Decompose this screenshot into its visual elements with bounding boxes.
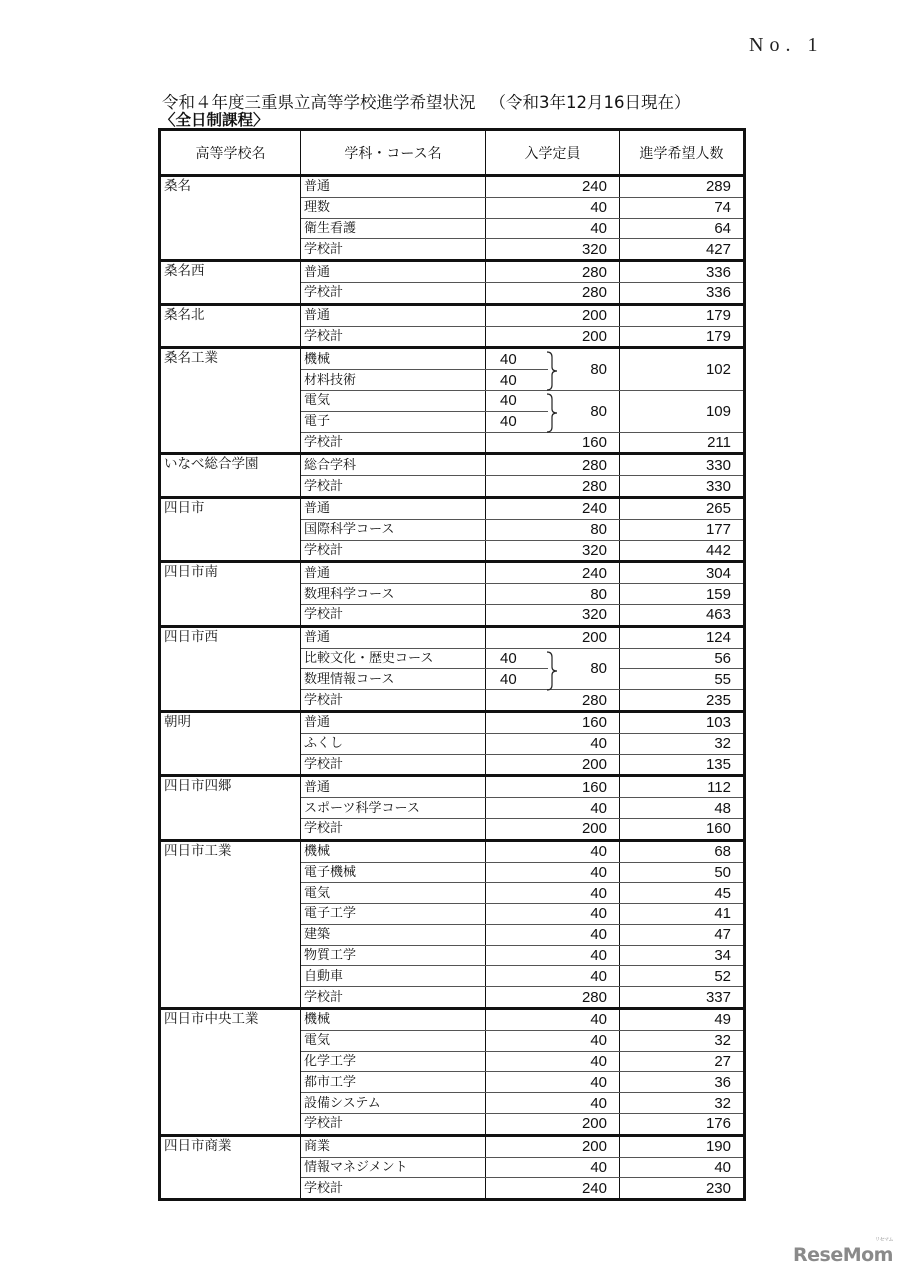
sub-capacity: 40 [486,669,548,690]
course-name: 学校計 [301,239,486,261]
course-name: 比較文化・歴史コース [301,648,486,669]
course-name: 普通 [301,562,486,584]
school-name: 四日市四郷 [160,776,301,840]
capacity: 40 [486,218,620,239]
course-name: 学校計 [301,326,486,348]
course-name: 機械 [301,348,486,370]
course-name: 国際科学コース [301,519,486,540]
applicants: 40 [620,1157,745,1178]
applicants: 64 [620,218,745,239]
applicants: 27 [620,1051,745,1072]
course-name: 電子機械 [301,862,486,883]
applicants: 45 [620,883,745,904]
applicants: 109 [620,390,745,432]
applicants: 135 [620,754,745,776]
applicants: 32 [620,1030,745,1051]
table-row [160,776,745,798]
capacity: 280 [486,987,620,1009]
applicants: 159 [620,584,745,605]
course-name: 衛生看護 [301,218,486,239]
course-name: 普通 [301,497,486,519]
course-name: 学校計 [301,818,486,840]
capacity: 280 [486,476,620,498]
group-capacity [548,648,620,690]
applicants: 68 [620,840,745,862]
capacity: 40 [486,966,620,987]
title-text: 令和４年度三重県立高等学校進学希望状況 [162,93,476,112]
school-name: 桑名北 [160,304,301,348]
capacity: 280 [486,282,620,304]
course-name: 都市工学 [301,1072,486,1093]
course-name: 学校計 [301,690,486,712]
capacity: 160 [486,432,620,454]
applicants: 124 [620,626,745,648]
applicants: 235 [620,690,745,712]
course-name: 学校計 [301,282,486,304]
table-row [160,176,745,198]
table-row [160,348,745,370]
capacity: 40 [486,862,620,883]
capacity: 40 [486,1030,620,1051]
applicants: 112 [620,776,745,798]
course-name: 商業 [301,1135,486,1157]
school-name: 桑名西 [160,261,301,305]
sub-capacity: 40 [486,370,548,391]
table-row [160,304,745,326]
capacity: 40 [486,1009,620,1031]
course-name: 情報マネジメント [301,1157,486,1178]
school-name: 四日市南 [160,562,301,626]
school-name: 桑名工業 [160,348,301,454]
course-name: 学校計 [301,1114,486,1136]
capacity: 280 [486,261,620,283]
applicants: 32 [620,733,745,754]
applicants: 330 [620,476,745,498]
capacity: 40 [486,904,620,925]
sub-capacity: 40 [486,411,548,432]
capacity: 280 [486,690,620,712]
sub-capacity: 40 [486,390,548,411]
capacity: 40 [486,1093,620,1114]
applicants: 190 [620,1135,745,1157]
capacity: 160 [486,711,620,733]
table-row [160,626,745,648]
capacity: 40 [486,733,620,754]
applicants: 102 [620,348,745,391]
applicants: 304 [620,562,745,584]
applicants: 41 [620,904,745,925]
logo-text: ReseMom [793,1244,893,1266]
applicants: 179 [620,326,745,348]
course-name: 数理科学コース [301,584,486,605]
capacity: 280 [486,454,620,476]
group-capacity [548,390,620,432]
admissions-table [158,128,746,1201]
school-name: いなべ総合学園 [160,454,301,498]
course-name: 電気 [301,883,486,904]
applicants: 47 [620,924,745,945]
capacity: 200 [486,626,620,648]
course-name: 自動車 [301,966,486,987]
course-name: 学校計 [301,1178,486,1200]
capacity: 240 [486,1178,620,1200]
applicants: 336 [620,282,745,304]
page-number: No. 1 [749,34,824,56]
school-name: 四日市商業 [160,1135,301,1199]
applicants: 336 [620,261,745,283]
applicants: 50 [620,862,745,883]
table-row [160,1009,745,1031]
course-name: 学校計 [301,754,486,776]
school-name: 四日市中央工業 [160,1009,301,1136]
applicants: 463 [620,604,745,626]
course-name: 物質工学 [301,945,486,966]
header-row [160,130,745,176]
applicants: 176 [620,1114,745,1136]
capacity: 240 [486,497,620,519]
header-school: 高等学校名 [160,130,301,176]
table-row [160,454,745,476]
applicants: 56 [620,648,745,669]
school-name: 桑名 [160,176,301,261]
course-name: 普通 [301,711,486,733]
course-name: 電子工学 [301,904,486,925]
capacity: 200 [486,1135,620,1157]
applicants: 337 [620,987,745,1009]
applicants: 179 [620,304,745,326]
applicants: 265 [620,497,745,519]
applicants: 49 [620,1009,745,1031]
capacity: 40 [486,840,620,862]
capacity: 40 [486,945,620,966]
applicants: 74 [620,197,745,218]
sub-capacity: 40 [486,348,548,370]
applicants: 55 [620,669,745,690]
school-name: 四日市工業 [160,840,301,1008]
capacity: 40 [486,1157,620,1178]
course-name: 電子 [301,411,486,432]
course-name: 化学工学 [301,1051,486,1072]
capacity: 160 [486,776,620,798]
table-body [160,176,745,1200]
capacity: 80 [486,519,620,540]
course-name: 電気 [301,390,486,411]
course-name: 学校計 [301,476,486,498]
course-type-subtitle: 〈全日制課程〉 [160,111,269,129]
course-name: 普通 [301,626,486,648]
course-name: 設備システム [301,1093,486,1114]
capacity: 40 [486,1072,620,1093]
header-applicants: 進学希望人数 [620,130,745,176]
course-name: 数理情報コース [301,669,486,690]
capacity: 240 [486,176,620,198]
school-name: 四日市 [160,497,301,561]
group-capacity-value: 80 [590,660,607,678]
applicants: 52 [620,966,745,987]
applicants: 34 [620,945,745,966]
table-row [160,840,745,862]
course-name: 学校計 [301,987,486,1009]
applicants: 177 [620,519,745,540]
course-name: 学校計 [301,540,486,562]
capacity: 200 [486,1114,620,1136]
course-name: 普通 [301,304,486,326]
course-name: ふくし [301,733,486,754]
applicants: 48 [620,798,745,819]
course-name: スポーツ科学コース [301,798,486,819]
school-name: 朝明 [160,711,301,775]
applicants: 230 [620,1178,745,1200]
applicants: 36 [620,1072,745,1093]
capacity: 80 [486,584,620,605]
capacity: 40 [486,924,620,945]
logo-kana: リセマム [875,1237,893,1243]
course-name: 機械 [301,1009,486,1031]
applicants: 427 [620,239,745,261]
course-name: 学校計 [301,432,486,454]
group-capacity-value: 80 [590,361,607,379]
header-course: 学科・コース名 [301,130,486,176]
capacity: 200 [486,304,620,326]
header-capacity: 入学定員 [486,130,620,176]
capacity: 200 [486,326,620,348]
course-name: 材料技術 [301,370,486,391]
capacity: 40 [486,883,620,904]
school-name: 四日市西 [160,626,301,711]
capacity: 200 [486,818,620,840]
course-name: 機械 [301,840,486,862]
capacity: 40 [486,197,620,218]
applicants: 442 [620,540,745,562]
capacity: 320 [486,239,620,261]
applicants: 160 [620,818,745,840]
date-note: （令和3年12月16日現在） [489,93,691,112]
capacity: 320 [486,540,620,562]
table-row [160,711,745,733]
group-capacity [548,348,620,391]
capacity: 40 [486,798,620,819]
applicants: 32 [620,1093,745,1114]
capacity: 40 [486,1051,620,1072]
course-name: 建築 [301,924,486,945]
table-row [160,562,745,584]
capacity: 240 [486,562,620,584]
capacity: 200 [486,754,620,776]
table-row [160,1135,745,1157]
course-name: 普通 [301,176,486,198]
table-row [160,261,745,283]
group-capacity-value: 80 [590,402,607,420]
capacity: 320 [486,604,620,626]
resemom-logo [793,1237,893,1266]
course-name: 普通 [301,261,486,283]
applicants: 211 [620,432,745,454]
applicants: 330 [620,454,745,476]
course-name: 学校計 [301,604,486,626]
applicants: 103 [620,711,745,733]
course-name: 普通 [301,776,486,798]
table-row [160,497,745,519]
course-name: 総合学科 [301,454,486,476]
course-name: 電気 [301,1030,486,1051]
applicants: 289 [620,176,745,198]
course-name: 理数 [301,197,486,218]
sub-capacity: 40 [486,648,548,669]
